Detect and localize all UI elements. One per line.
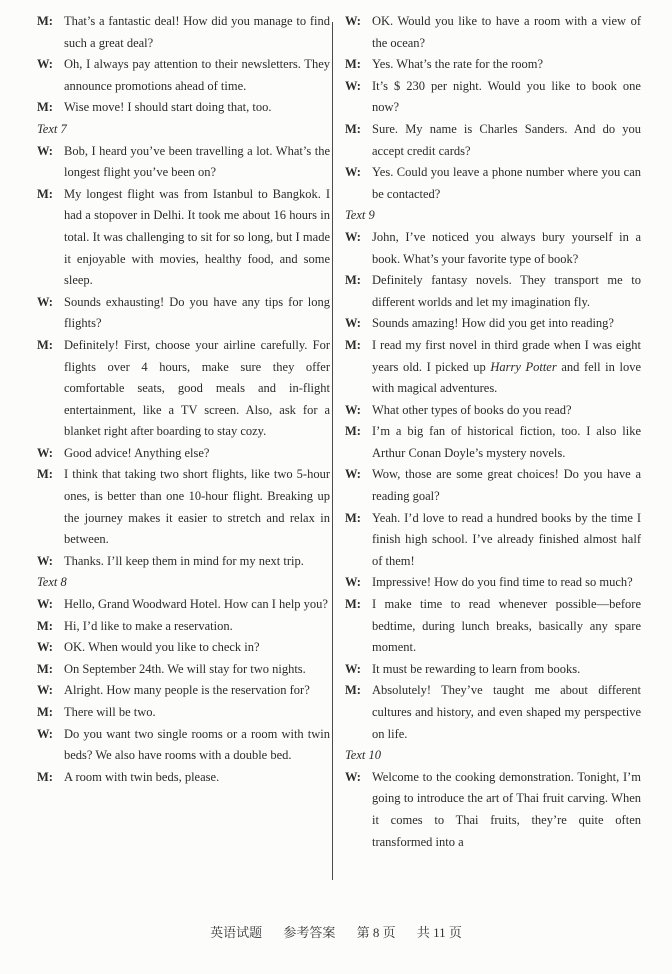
dialogue-turn — [345, 594, 641, 659]
turn-text: Sure. My name is Charles Sanders. And do you accept credit cards? — [372, 121, 641, 158]
dialogue-turn — [37, 767, 330, 789]
footer-page-number: 第 8 页 — [356, 925, 396, 940]
dialogue-turn — [345, 572, 641, 594]
dialogue-turn — [37, 443, 330, 465]
dialogue-turn — [345, 659, 641, 681]
speaker-label: M: — [37, 100, 53, 115]
left-column — [37, 11, 330, 788]
turn-text: OK. Would you like to have a room with a view of the ocean? — [372, 14, 641, 50]
turn-text: What other types of books do you read? — [372, 402, 572, 417]
dialogue-turn — [345, 335, 641, 400]
turn-text: Impressive! How do you find time to read so much? — [372, 575, 633, 590]
text-section-label: Text 9 — [345, 208, 375, 223]
turn-text: My longest flight was from Istanbul to Bangkok. I had a stopover in Delhi. It took me about 16 hours in total. It was challenging to sit for so long, but I made it enjoyable with movies, healthy food, and some sleep. — [64, 186, 330, 288]
speaker-label: M: — [37, 705, 53, 719]
speaker-label: W: — [37, 597, 53, 612]
turn-text: Do you want two single rooms or a room with twin beds? We also have rooms with a double bed. — [64, 726, 330, 763]
speaker-label: W: — [37, 57, 53, 72]
dialogue-turn — [345, 400, 641, 422]
dialogue-turn — [37, 11, 330, 54]
speaker-label: M: — [345, 510, 361, 525]
speaker-label: W: — [37, 726, 53, 741]
speaker-label: M: — [345, 121, 361, 136]
speaker-label: M: — [37, 769, 53, 784]
speaker-label: M: — [345, 337, 361, 352]
dialogue-turn — [345, 464, 641, 507]
dialogue-turn — [345, 313, 641, 335]
turn-text: Yes. Could you leave a phone number where you can be contacted? — [372, 165, 641, 201]
speaker-label: M: — [37, 186, 53, 201]
dialogue-turn — [345, 421, 641, 464]
speaker-label: M: — [345, 683, 361, 698]
turn-text: I read my first novel in third grade when I was eight years old. I picked up — [372, 337, 641, 374]
turn-text: On September 24th. We will stay for two nights. — [64, 661, 306, 676]
dialogue-turn — [37, 464, 330, 550]
turn-text: Alright. How many people is the reservation for? — [64, 683, 310, 698]
turn-text: That’s a fantastic deal! How did you manage to find such a great deal? — [64, 14, 330, 50]
dialogue-turn — [37, 97, 330, 119]
turn-text: Oh, I always pay attention to their newsletters. They announce promotions ahead of time. — [64, 57, 330, 93]
speaker-label: M: — [345, 424, 361, 439]
dialogue-turn — [345, 162, 641, 205]
dialogue-turn — [37, 637, 330, 659]
text-section-label: Text 10 — [345, 748, 381, 763]
footer-total-pages: 共 11 页 — [416, 925, 462, 940]
page-footer — [0, 922, 672, 941]
dialogue-turn — [345, 227, 641, 270]
turn-text: Definitely! First, choose your airline carefully. For flights over 4 hours, make sure they offer comfortable seats, good meals and in-flight entertainment, like a TV screen. Also, ask for a blanket right after boarding to stay cozy. — [64, 337, 330, 439]
speaker-label: M: — [345, 57, 361, 72]
speaker-label: M: — [345, 597, 361, 612]
turn-text: Yeah. I’d love to read a hundred books by the time I finish high school. I’ve already finished almost half of them! — [372, 510, 641, 568]
turn-text: A room with twin beds, please. — [64, 769, 220, 784]
speaker-label: W: — [345, 78, 361, 93]
speaker-label: M: — [37, 337, 53, 352]
turn-text: Sounds exhausting! Do you have any tips for long flights? — [64, 294, 330, 331]
dialogue-turn — [37, 54, 330, 97]
speaker-label: W: — [37, 143, 53, 158]
speaker-label: W: — [37, 294, 53, 309]
dialogue-turn — [37, 616, 330, 638]
dialogue-turn — [37, 292, 330, 335]
speaker-label: W: — [37, 683, 53, 698]
speaker-label: W: — [37, 553, 53, 568]
dialogue-turn — [345, 680, 641, 745]
dialogue-turn — [345, 119, 641, 162]
turn-text: Sounds amazing! How did you get into reading? — [372, 316, 614, 331]
turn-text: Wise move! I should start doing that, too. — [64, 100, 272, 115]
book-title-italic: Harry Potter — [490, 359, 557, 374]
dialogue-turn — [37, 594, 330, 616]
footer-answer-key-label: 参考答案 — [283, 925, 336, 940]
turn-text: OK. When would you like to check in? — [64, 640, 260, 655]
footer-doc-title: 英语试题 — [210, 925, 263, 940]
dialogue-turn — [37, 659, 330, 681]
speaker-label: W: — [345, 661, 361, 676]
dialogue-turn — [37, 551, 330, 573]
turn-text: Welcome to the cooking demonstration. Tonight, I’m going to introduce the art of Thai fruit carving. When it comes to Thai fruits, they’re quite often transformed into a — [372, 769, 641, 849]
speaker-label: W: — [345, 467, 361, 482]
speaker-label: W: — [345, 575, 361, 590]
dialogue-turn — [345, 767, 641, 853]
speaker-label: W: — [345, 165, 361, 180]
dialogue-turn — [37, 184, 330, 292]
text-section-label: Text 8 — [37, 575, 67, 590]
speaker-label: M: — [37, 618, 53, 633]
speaker-label: W: — [345, 316, 361, 331]
right-column — [345, 11, 641, 853]
turn-text: There will be two. — [64, 705, 156, 719]
speaker-label: M: — [37, 14, 53, 28]
turn-text: and fell in love with magical adventures. — [372, 359, 641, 396]
text-section-label: Text 7 — [37, 121, 67, 136]
speaker-label: M: — [37, 467, 53, 482]
turn-text: Definitely fantasy novels. They transport me to different worlds and let my imagination fly. — [372, 273, 641, 309]
dialogue-turn — [37, 680, 330, 702]
turn-text: I’m a big fan of historical fiction, too. I also like Arthur Conan Doyle’s mystery novels. — [372, 424, 641, 460]
turn-text: Good advice! Anything else? — [64, 445, 210, 460]
speaker-label: W: — [345, 769, 361, 784]
dialogue-turn — [37, 335, 330, 443]
turn-text: Thanks. I’ll keep them in mind for my next trip. — [64, 553, 304, 568]
speaker-label: W: — [345, 229, 361, 244]
speaker-label: W: — [345, 14, 361, 28]
speaker-label: M: — [37, 661, 53, 676]
speaker-label: W: — [345, 402, 361, 417]
turn-text: I make time to read whenever possible—before bedtime, during lunch breaks, basically any spare moment. — [372, 597, 641, 655]
turn-text: Absolutely! They’ve taught me about different cultures and history, and even shaped my perspective on life. — [372, 683, 641, 741]
turn-text: Hello, Grand Woodward Hotel. How can I help you? — [64, 597, 328, 612]
turn-text: Bob, I heard you’ve been travelling a lot. What’s the longest flight you’ve been on? — [64, 143, 330, 180]
turn-text: I think that taking two short flights, like two 5-hour ones, is better than one 10-hour flight. Breaking up the journey makes it easier to stretch and relax in between. — [64, 467, 330, 547]
dialogue-turn — [345, 76, 641, 119]
speaker-label: W: — [37, 445, 53, 460]
turn-text: Wow, those are some great choices! Do you have a reading goal? — [372, 467, 641, 504]
speaker-label: W: — [37, 640, 53, 655]
turn-text: It must be rewarding to learn from books. — [372, 661, 581, 676]
dialogue-turn — [37, 724, 330, 767]
dialogue-turn — [345, 54, 641, 76]
turn-text: Yes. What’s the rate for the room? — [372, 57, 544, 72]
turn-text: It’s $ 230 per night. Would you like to book one now? — [372, 78, 641, 115]
turn-text: John, I’ve noticed you always bury yourself in a book. What’s your favorite type of book? — [372, 229, 641, 266]
dialogue-turn — [345, 508, 641, 573]
column-divider — [332, 22, 333, 880]
dialogue-turn — [37, 702, 330, 724]
dialogue-turn — [345, 270, 641, 313]
dialogue-turn — [345, 11, 641, 54]
turn-text: Hi, I’d like to make a reservation. — [64, 618, 233, 633]
speaker-label: M: — [345, 273, 361, 288]
dialogue-turn — [37, 141, 330, 184]
